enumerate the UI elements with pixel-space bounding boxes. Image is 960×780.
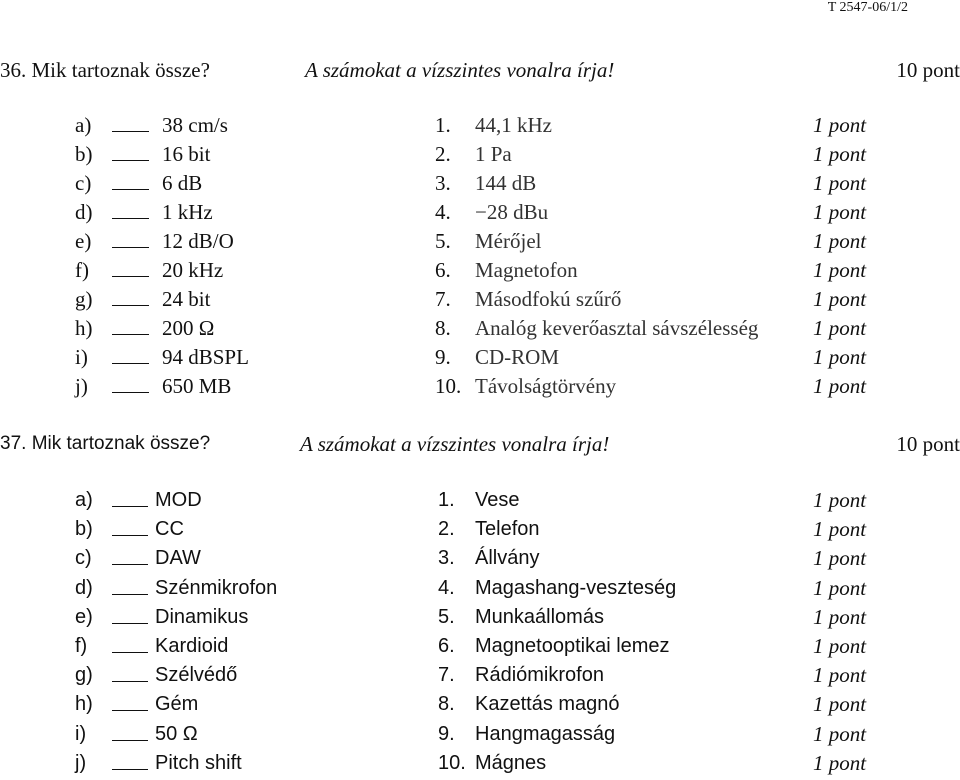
item-right-text: 1 Pa [475, 142, 512, 166]
match-row [0, 198, 960, 227]
match-row [0, 574, 960, 603]
item-number: 6. [435, 258, 451, 282]
item-number: 9. [435, 345, 451, 369]
answer-blank-line[interactable] [112, 681, 148, 682]
item-right-text: Másodfokú szűrő [475, 287, 622, 311]
item-letter: i) [75, 345, 88, 369]
item-left-text: Szénmikrofon [155, 576, 278, 599]
answer-blank-line[interactable] [112, 740, 148, 741]
match-row [0, 632, 960, 661]
question-37-header [0, 432, 960, 456]
item-number: 6. [438, 635, 455, 657]
item-letter: b) [75, 142, 93, 166]
question-points: 10 pont [896, 58, 960, 82]
item-number: 8. [435, 316, 451, 340]
answer-blank-line[interactable] [112, 710, 148, 711]
item-left-text: Szélvédő [155, 664, 238, 687]
match-row [0, 372, 960, 401]
item-points: 1 pont [813, 575, 867, 600]
item-left-text: Dinamikus [155, 605, 249, 628]
match-row [0, 720, 960, 749]
item-right-text: Mágnes [475, 751, 547, 774]
item-letter: h) [75, 316, 93, 340]
item-letter: j) [75, 751, 87, 774]
item-number: 7. [435, 287, 451, 311]
item-right-text: Rádiómikrofon [475, 664, 604, 687]
match-row [0, 544, 960, 573]
item-points: 1 pont [813, 229, 867, 253]
item-left-text: Kardioid [155, 635, 229, 657]
match-row [0, 486, 960, 515]
item-points: 1 pont [813, 634, 867, 658]
item-letter: h) [75, 693, 93, 716]
item-letter: e) [75, 229, 92, 253]
answer-blank-line[interactable] [112, 392, 149, 393]
item-points: 1 pont [813, 721, 867, 746]
item-right-text: Magnetofon [475, 258, 578, 282]
item-letter: j) [75, 374, 88, 398]
answer-blank-line[interactable] [112, 247, 149, 248]
item-points: 1 pont [813, 692, 867, 717]
item-right-text: Telefon [475, 518, 540, 541]
item-letter: i) [75, 722, 87, 745]
item-left-text: MOD [155, 489, 202, 511]
match-row [0, 661, 960, 690]
answer-blank-line[interactable] [112, 276, 149, 277]
match-row [0, 256, 960, 285]
item-number: 7. [438, 664, 455, 687]
item-left-text: 38 cm/s [162, 113, 228, 137]
match-row [0, 515, 960, 544]
item-left-text: 94 dBSPL [162, 345, 249, 369]
match-row [0, 749, 960, 778]
item-right-text: Vese [475, 489, 520, 511]
item-points: 1 pont [813, 316, 867, 340]
item-letter: c) [75, 547, 92, 570]
answer-blank-line[interactable] [112, 305, 149, 306]
match-row [0, 603, 960, 632]
item-letter: a) [75, 113, 92, 137]
item-points: 1 pont [813, 374, 867, 398]
match-row [0, 169, 960, 198]
answer-blank-line[interactable] [112, 535, 148, 536]
item-left-text: 20 kHz [162, 258, 224, 282]
item-points: 1 pont [813, 171, 867, 195]
answer-blank-line[interactable] [112, 769, 148, 770]
item-number: 3. [435, 171, 451, 195]
item-letter: f) [75, 635, 88, 657]
item-right-text: Mérőjel [475, 229, 542, 253]
match-row [0, 343, 960, 372]
item-points: 1 pont [813, 142, 867, 166]
answer-blank-line[interactable] [112, 564, 148, 565]
item-right-text: Hangmagasság [475, 722, 616, 745]
match-row [0, 285, 960, 314]
item-points: 1 pont [813, 750, 867, 775]
item-left-text: 24 bit [162, 287, 211, 311]
item-right-text: Távolságtörvény [475, 374, 617, 398]
answer-blank-line[interactable] [112, 652, 148, 653]
item-number: 2. [438, 518, 455, 541]
item-letter: g) [75, 664, 93, 687]
item-number: 3. [438, 547, 455, 570]
item-number: 1. [438, 489, 455, 511]
match-row [0, 111, 960, 140]
item-number: 2. [435, 142, 451, 166]
item-number: 8. [438, 693, 455, 716]
item-left-text: 650 MB [162, 374, 232, 398]
item-letter: d) [75, 200, 93, 224]
item-left-text: DAW [155, 547, 201, 570]
answer-blank-line[interactable] [112, 218, 149, 219]
question-title: 36. Mik tartoznak össze? [0, 58, 210, 82]
item-points: 1 pont [813, 287, 867, 311]
item-number: 9. [438, 722, 455, 745]
item-number: 1. [435, 113, 451, 137]
item-left-text: 16 bit [162, 142, 211, 166]
question-36-header [0, 58, 960, 82]
item-points: 1 pont [813, 604, 867, 629]
item-letter: e) [75, 605, 93, 628]
item-points: 1 pont [813, 345, 867, 369]
answer-blank-line[interactable] [112, 623, 148, 624]
question-points: 10 pont [896, 432, 960, 456]
item-number: 5. [438, 605, 455, 628]
item-letter: g) [75, 287, 93, 311]
item-left-text: 1 kHz [162, 200, 213, 224]
item-letter: a) [75, 489, 93, 511]
item-right-text: Analóg keverőasztal sávszélesség [475, 316, 759, 340]
answer-blank-line[interactable] [112, 189, 149, 190]
answer-blank-line[interactable] [112, 160, 149, 161]
document-code: T 2547-06/1/2 [827, 0, 908, 15]
answer-blank-line[interactable] [112, 334, 149, 335]
item-number: 10. [438, 751, 466, 774]
item-left-text: Gém [155, 693, 199, 716]
item-right-text: Magashang-veszteség [475, 576, 677, 599]
answer-blank-line[interactable] [112, 506, 148, 507]
item-right-text: Munkaállomás [475, 605, 604, 628]
item-number: 5. [435, 229, 451, 253]
answer-blank-line[interactable] [112, 363, 149, 364]
question-title: 37. Mik tartoznak össze? [0, 433, 211, 454]
match-row [0, 314, 960, 343]
item-right-text: Kazettás magnó [475, 693, 620, 716]
item-right-text: CD-ROM [475, 345, 560, 369]
item-points: 1 pont [813, 663, 867, 688]
item-points: 1 pont [813, 200, 867, 224]
item-letter: b) [75, 518, 93, 541]
item-points: 1 pont [813, 113, 867, 137]
item-points: 1 pont [813, 488, 867, 512]
item-right-text: Állvány [475, 547, 540, 570]
item-letter: c) [75, 171, 92, 195]
item-points: 1 pont [813, 546, 867, 571]
item-right-text: 44,1 kHz [475, 113, 552, 137]
match-row [0, 140, 960, 169]
item-number: 4. [438, 576, 455, 599]
match-row [0, 690, 960, 719]
item-left-text: CC [155, 518, 184, 541]
item-points: 1 pont [813, 258, 867, 282]
match-row [0, 227, 960, 256]
question-instruction: A számokat a vízszintes vonalra írja! [300, 432, 610, 456]
item-letter: f) [75, 258, 89, 282]
item-left-text: 200 Ω [162, 316, 215, 340]
answer-blank-line[interactable] [112, 131, 149, 132]
question-instruction: A számokat a vízszintes vonalra írja! [305, 58, 615, 82]
item-number: 4. [435, 200, 451, 224]
answer-blank-line[interactable] [112, 594, 148, 595]
item-left-text: 6 dB [162, 171, 203, 195]
item-number: 10. [435, 374, 462, 398]
item-left-text: 50 Ω [155, 722, 198, 745]
item-right-text: −28 dBu [475, 200, 549, 224]
item-left-text: Pitch shift [155, 751, 242, 774]
item-points: 1 pont [813, 517, 867, 542]
item-right-text: 144 dB [475, 171, 537, 195]
item-left-text: 12 dB/O [162, 229, 234, 253]
item-letter: d) [75, 576, 93, 599]
item-right-text: Magnetooptikai lemez [475, 635, 670, 657]
